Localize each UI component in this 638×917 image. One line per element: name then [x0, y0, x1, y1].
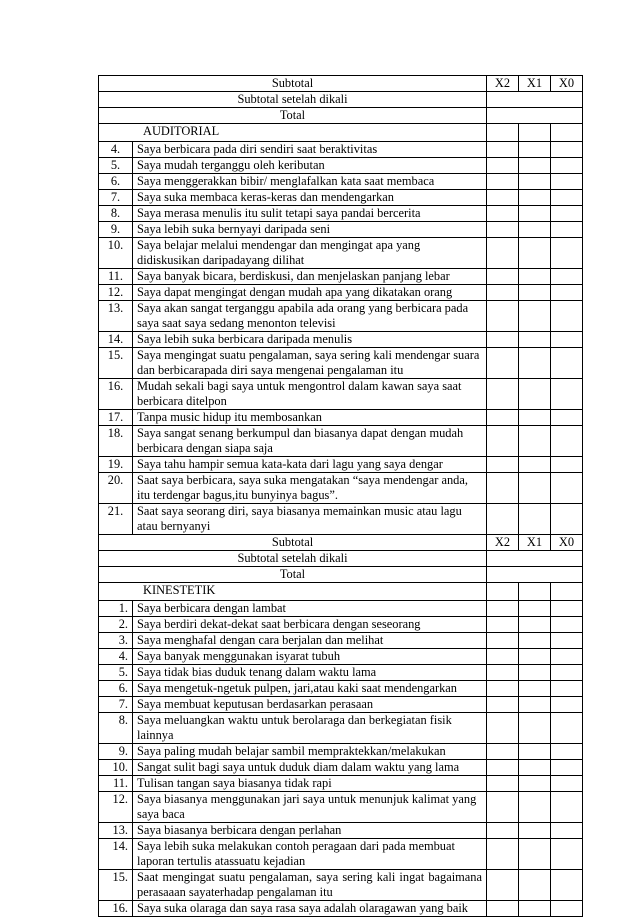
- statement-text: Tanpa music hidup itu membosankan: [133, 410, 487, 426]
- item-number: 12.: [99, 285, 133, 301]
- statement-row: [99, 190, 583, 206]
- item-number: 14.: [99, 839, 133, 870]
- statement-row: [99, 238, 583, 269]
- score-cell[interactable]: [551, 504, 583, 535]
- score-cell[interactable]: [519, 901, 551, 917]
- item-number: 15.: [99, 870, 133, 901]
- statement-text: Saya merasa menulis itu sulit tetapi saya pandai bercerita: [133, 206, 487, 222]
- statement-row: [99, 792, 583, 823]
- score-cell[interactable]: [551, 839, 583, 870]
- statement-text: Saya biasanya menggunakan jari saya untuk menunjuk kalimat yang saya baca: [133, 792, 487, 823]
- score-cell[interactable]: [519, 142, 551, 158]
- score-cell[interactable]: [519, 158, 551, 174]
- score-cell[interactable]: [487, 206, 519, 222]
- statement-text: Saya suka membaca keras-keras dan mendengarkan: [133, 190, 487, 206]
- item-number: 12.: [99, 792, 133, 823]
- subtotal-label: Subtotal: [99, 535, 487, 551]
- score-cell: [487, 124, 519, 142]
- score-cell[interactable]: [487, 269, 519, 285]
- score-cell[interactable]: [551, 697, 583, 713]
- score-cell[interactable]: [487, 222, 519, 238]
- total-value[interactable]: [487, 108, 583, 124]
- statement-row: [99, 158, 583, 174]
- score-cell[interactable]: [487, 457, 519, 473]
- statement-row: [99, 174, 583, 190]
- total-row: [99, 567, 583, 583]
- x1-label: X1: [519, 535, 551, 551]
- x0-label: X0: [551, 76, 583, 92]
- score-cell[interactable]: [551, 206, 583, 222]
- score-cell[interactable]: [487, 332, 519, 348]
- score-cell[interactable]: [487, 839, 519, 870]
- score-cell[interactable]: [551, 473, 583, 504]
- statement-text: Saya lebih suka berbicara daripada menulis: [133, 332, 487, 348]
- statement-text: Saya menghafal dengan cara berjalan dan melihat: [133, 633, 487, 649]
- score-cell[interactable]: [551, 665, 583, 681]
- item-number: 9.: [99, 222, 133, 238]
- item-number: 5.: [99, 665, 133, 681]
- item-number: 3.: [99, 633, 133, 649]
- score-cell[interactable]: [551, 410, 583, 426]
- item-number: 21.: [99, 504, 133, 535]
- statement-text: Tulisan tangan saya biasanya tidak rapi: [133, 776, 487, 792]
- statement-row: [99, 776, 583, 792]
- score-cell[interactable]: [551, 457, 583, 473]
- statement-text: Saat saya seorang diri, saya biasanya memainkan music atau lagu atau bernyanyi: [133, 504, 487, 535]
- score-cell[interactable]: [551, 348, 583, 379]
- section-title: AUDITORIAL: [99, 124, 487, 142]
- score-cell[interactable]: [519, 301, 551, 332]
- statement-row: [99, 760, 583, 776]
- score-cell[interactable]: [519, 410, 551, 426]
- score-cell[interactable]: [487, 713, 519, 744]
- statement-row: [99, 713, 583, 744]
- item-number: 1.: [99, 601, 133, 617]
- score-cell[interactable]: [487, 174, 519, 190]
- item-number: 15.: [99, 348, 133, 379]
- score-cell[interactable]: [551, 142, 583, 158]
- score-cell[interactable]: [519, 504, 551, 535]
- score-cell[interactable]: [519, 744, 551, 760]
- questionnaire-table: [98, 75, 583, 917]
- score-cell[interactable]: [551, 760, 583, 776]
- item-number: 19.: [99, 457, 133, 473]
- score-cell[interactable]: [551, 792, 583, 823]
- statement-text: Saya membuat keputusan berdasarkan perasaan: [133, 697, 487, 713]
- statement-text: Saya mengetuk-ngetuk pulpen, jari,atau kaki saat mendengarkan: [133, 681, 487, 697]
- item-number: 6.: [99, 681, 133, 697]
- score-cell[interactable]: [519, 190, 551, 206]
- subtotal-multiplied-row: [99, 92, 583, 108]
- item-number: 13.: [99, 301, 133, 332]
- score-cell[interactable]: [487, 285, 519, 301]
- score-cell[interactable]: [551, 601, 583, 617]
- score-cell[interactable]: [519, 823, 551, 839]
- score-cell[interactable]: [519, 792, 551, 823]
- statement-row: [99, 410, 583, 426]
- score-cell[interactable]: [551, 285, 583, 301]
- statement-text: Saat saya berbicara, saya suka mengatakan “saya mendengar anda, itu terdengar bagus,itu bunyinya bagus”.: [133, 473, 487, 504]
- score-cell[interactable]: [551, 681, 583, 697]
- item-number: 6.: [99, 174, 133, 190]
- score-cell[interactable]: [519, 760, 551, 776]
- statement-row: [99, 504, 583, 535]
- score-cell[interactable]: [487, 901, 519, 917]
- item-number: 5.: [99, 158, 133, 174]
- statement-row: [99, 649, 583, 665]
- item-number: 16.: [99, 901, 133, 917]
- section-header-row: [99, 124, 583, 142]
- score-cell[interactable]: [487, 697, 519, 713]
- item-number: 16.: [99, 379, 133, 410]
- statement-row: [99, 269, 583, 285]
- score-cell[interactable]: [487, 760, 519, 776]
- score-cell[interactable]: [551, 269, 583, 285]
- x1-label: X1: [519, 76, 551, 92]
- score-cell[interactable]: [551, 823, 583, 839]
- item-number: 10.: [99, 238, 133, 269]
- statement-text: Saya belajar melalui mendengar dan mengingat apa yang didiskusikan daripadayang dilihat: [133, 238, 487, 269]
- score-cell[interactable]: [519, 174, 551, 190]
- statement-text: Saya sangat senang berkumpul dan biasanya dapat dengan mudah berbicara dengan siapa saja: [133, 426, 487, 457]
- subtotal-multiplied-value[interactable]: [487, 551, 583, 567]
- statement-row: [99, 426, 583, 457]
- score-cell[interactable]: [519, 713, 551, 744]
- item-number: 18.: [99, 426, 133, 457]
- statement-row: [99, 633, 583, 649]
- statement-row: [99, 823, 583, 839]
- score-cell[interactable]: [487, 348, 519, 379]
- statement-text: Saya banyak menggunakan isyarat tubuh: [133, 649, 487, 665]
- item-number: 7.: [99, 697, 133, 713]
- section-header-row: [99, 583, 583, 601]
- score-cell[interactable]: [487, 238, 519, 269]
- statement-text: Saya paling mudah belajar sambil mempraktekkan/melakukan: [133, 744, 487, 760]
- statement-text: Saya berdiri dekat-dekat saat berbicara dengan seseorang: [133, 617, 487, 633]
- statement-row: [99, 681, 583, 697]
- subtotal-multiplied-value[interactable]: [487, 92, 583, 108]
- score-cell[interactable]: [519, 633, 551, 649]
- score-cell[interactable]: [551, 649, 583, 665]
- score-cell[interactable]: [487, 633, 519, 649]
- score-cell[interactable]: [519, 697, 551, 713]
- score-cell[interactable]: [487, 158, 519, 174]
- score-cell[interactable]: [519, 457, 551, 473]
- score-cell[interactable]: [487, 665, 519, 681]
- item-number: 8.: [99, 713, 133, 744]
- statement-row: [99, 617, 583, 633]
- score-cell[interactable]: [551, 222, 583, 238]
- score-cell[interactable]: [519, 776, 551, 792]
- statement-text: Saat mengingat suatu pengalaman, saya sering kali ingat bagaimana perasaaan sayaterhadap pengalaman itu: [133, 870, 487, 901]
- score-cell: [519, 124, 551, 142]
- score-cell[interactable]: [487, 870, 519, 901]
- statement-row: [99, 901, 583, 917]
- score-cell[interactable]: [551, 744, 583, 760]
- subtotal-row: [99, 535, 583, 551]
- score-cell[interactable]: [551, 379, 583, 410]
- score-cell[interactable]: [519, 332, 551, 348]
- score-cell[interactable]: [551, 776, 583, 792]
- statement-text: Saya berbicara pada diri sendiri saat beraktivitas: [133, 142, 487, 158]
- score-cell[interactable]: [487, 301, 519, 332]
- statement-row: [99, 285, 583, 301]
- item-number: 4.: [99, 649, 133, 665]
- score-cell[interactable]: [519, 269, 551, 285]
- statement-row: [99, 839, 583, 870]
- score-cell[interactable]: [487, 823, 519, 839]
- statement-row: [99, 457, 583, 473]
- score-cell[interactable]: [551, 301, 583, 332]
- statement-row: [99, 870, 583, 901]
- item-number: 17.: [99, 410, 133, 426]
- item-number: 11.: [99, 776, 133, 792]
- statement-text: Saya akan sangat terganggu apabila ada orang yang berbicara pada saya saat saya sedang menonton televisi: [133, 301, 487, 332]
- total-row: [99, 108, 583, 124]
- score-cell[interactable]: [519, 839, 551, 870]
- score-cell[interactable]: [487, 473, 519, 504]
- score-cell[interactable]: [519, 206, 551, 222]
- score-cell[interactable]: [519, 379, 551, 410]
- score-cell[interactable]: [551, 426, 583, 457]
- score-cell[interactable]: [519, 649, 551, 665]
- statement-row: [99, 473, 583, 504]
- score-cell[interactable]: [519, 601, 551, 617]
- statement-row: [99, 222, 583, 238]
- score-cell[interactable]: [487, 190, 519, 206]
- item-number: 13.: [99, 823, 133, 839]
- score-cell[interactable]: [519, 681, 551, 697]
- score-cell[interactable]: [551, 617, 583, 633]
- score-cell[interactable]: [551, 332, 583, 348]
- item-number: 20.: [99, 473, 133, 504]
- statement-text: Saya mudah terganggu oleh keributan: [133, 158, 487, 174]
- score-cell[interactable]: [487, 776, 519, 792]
- score-cell[interactable]: [551, 174, 583, 190]
- x2-label: X2: [487, 76, 519, 92]
- statement-row: [99, 744, 583, 760]
- statement-row: [99, 379, 583, 410]
- statement-row: [99, 206, 583, 222]
- item-number: 2.: [99, 617, 133, 633]
- score-cell[interactable]: [519, 285, 551, 301]
- statement-row: [99, 665, 583, 681]
- score-cell[interactable]: [519, 222, 551, 238]
- item-number: 7.: [99, 190, 133, 206]
- item-number: 10.: [99, 760, 133, 776]
- total-label: Total: [99, 108, 487, 124]
- score-cell[interactable]: [551, 238, 583, 269]
- section-title: KINESTETIK: [99, 583, 487, 601]
- score-cell[interactable]: [487, 426, 519, 457]
- score-cell[interactable]: [487, 379, 519, 410]
- total-value[interactable]: [487, 567, 583, 583]
- statement-text: Saya banyak bicara, berdiskusi, dan menjelaskan panjang lebar: [133, 269, 487, 285]
- score-cell[interactable]: [487, 649, 519, 665]
- item-number: 11.: [99, 269, 133, 285]
- subtotal-row: [99, 76, 583, 92]
- subtotal-multiplied-row: [99, 551, 583, 567]
- score-cell: [519, 583, 551, 601]
- statement-text: Saya lebih suka melakukan contoh peragaan dari pada membuat laporan tertulis atassuatu kejadian: [133, 839, 487, 870]
- x0-label: X0: [551, 535, 583, 551]
- statement-text: Saya tahu hampir semua kata-kata dari lagu yang saya dengar: [133, 457, 487, 473]
- statement-row: [99, 301, 583, 332]
- score-cell[interactable]: [551, 158, 583, 174]
- item-number: 8.: [99, 206, 133, 222]
- score-cell[interactable]: [519, 870, 551, 901]
- subtotal-label: Subtotal: [99, 76, 487, 92]
- statement-text: Mudah sekali bagi saya untuk mengontrol dalam kawan saya saat berbicara ditelpon: [133, 379, 487, 410]
- score-cell[interactable]: [551, 901, 583, 917]
- score-cell[interactable]: [487, 142, 519, 158]
- item-number: 14.: [99, 332, 133, 348]
- total-label: Total: [99, 567, 487, 583]
- score-cell[interactable]: [519, 617, 551, 633]
- score-cell[interactable]: [487, 410, 519, 426]
- score-cell: [487, 583, 519, 601]
- score-cell[interactable]: [519, 473, 551, 504]
- x2-label: X2: [487, 535, 519, 551]
- subtotal-multiplied-label: Subtotal setelah dikali: [99, 551, 487, 567]
- score-cell[interactable]: [487, 504, 519, 535]
- score-cell[interactable]: [487, 744, 519, 760]
- statement-row: [99, 697, 583, 713]
- score-cell[interactable]: [551, 633, 583, 649]
- statement-text: Saya biasanya berbicara dengan perlahan: [133, 823, 487, 839]
- statement-text: Saya mengingat suatu pengalaman, saya sering kali mendengar suara dan berbicarapada diri saya mengenai pengalaman itu: [133, 348, 487, 379]
- score-cell[interactable]: [551, 870, 583, 901]
- score-cell[interactable]: [519, 238, 551, 269]
- score-cell[interactable]: [551, 713, 583, 744]
- score-cell[interactable]: [487, 792, 519, 823]
- statement-text: Saya tidak bias duduk tenang dalam waktu lama: [133, 665, 487, 681]
- score-cell: [551, 583, 583, 601]
- statement-row: [99, 601, 583, 617]
- score-cell[interactable]: [519, 665, 551, 681]
- statement-text: Sangat sulit bagi saya untuk duduk diam dalam waktu yang lama: [133, 760, 487, 776]
- statement-text: Saya meluangkan waktu untuk berolaraga dan berkegiatan fisik lainnya: [133, 713, 487, 744]
- score-cell[interactable]: [519, 348, 551, 379]
- score-cell[interactable]: [487, 601, 519, 617]
- statement-text: Saya menggerakkan bibir/ menglafalkan kata saat membaca: [133, 174, 487, 190]
- statement-text: Saya lebih suka bernyayi daripada seni: [133, 222, 487, 238]
- score-cell[interactable]: [551, 190, 583, 206]
- statement-row: [99, 332, 583, 348]
- statement-row: [99, 142, 583, 158]
- statement-text: Saya berbicara dengan lambat: [133, 601, 487, 617]
- score-cell[interactable]: [487, 617, 519, 633]
- statement-text: Saya suka olaraga dan saya rasa saya adalah olaragawan yang baik: [133, 901, 487, 917]
- score-cell: [551, 124, 583, 142]
- statement-row: [99, 348, 583, 379]
- item-number: 4.: [99, 142, 133, 158]
- subtotal-multiplied-label: Subtotal setelah dikali: [99, 92, 487, 108]
- item-number: 9.: [99, 744, 133, 760]
- score-cell[interactable]: [519, 426, 551, 457]
- score-cell[interactable]: [487, 681, 519, 697]
- statement-text: Saya dapat mengingat dengan mudah apa yang dikatakan orang: [133, 285, 487, 301]
